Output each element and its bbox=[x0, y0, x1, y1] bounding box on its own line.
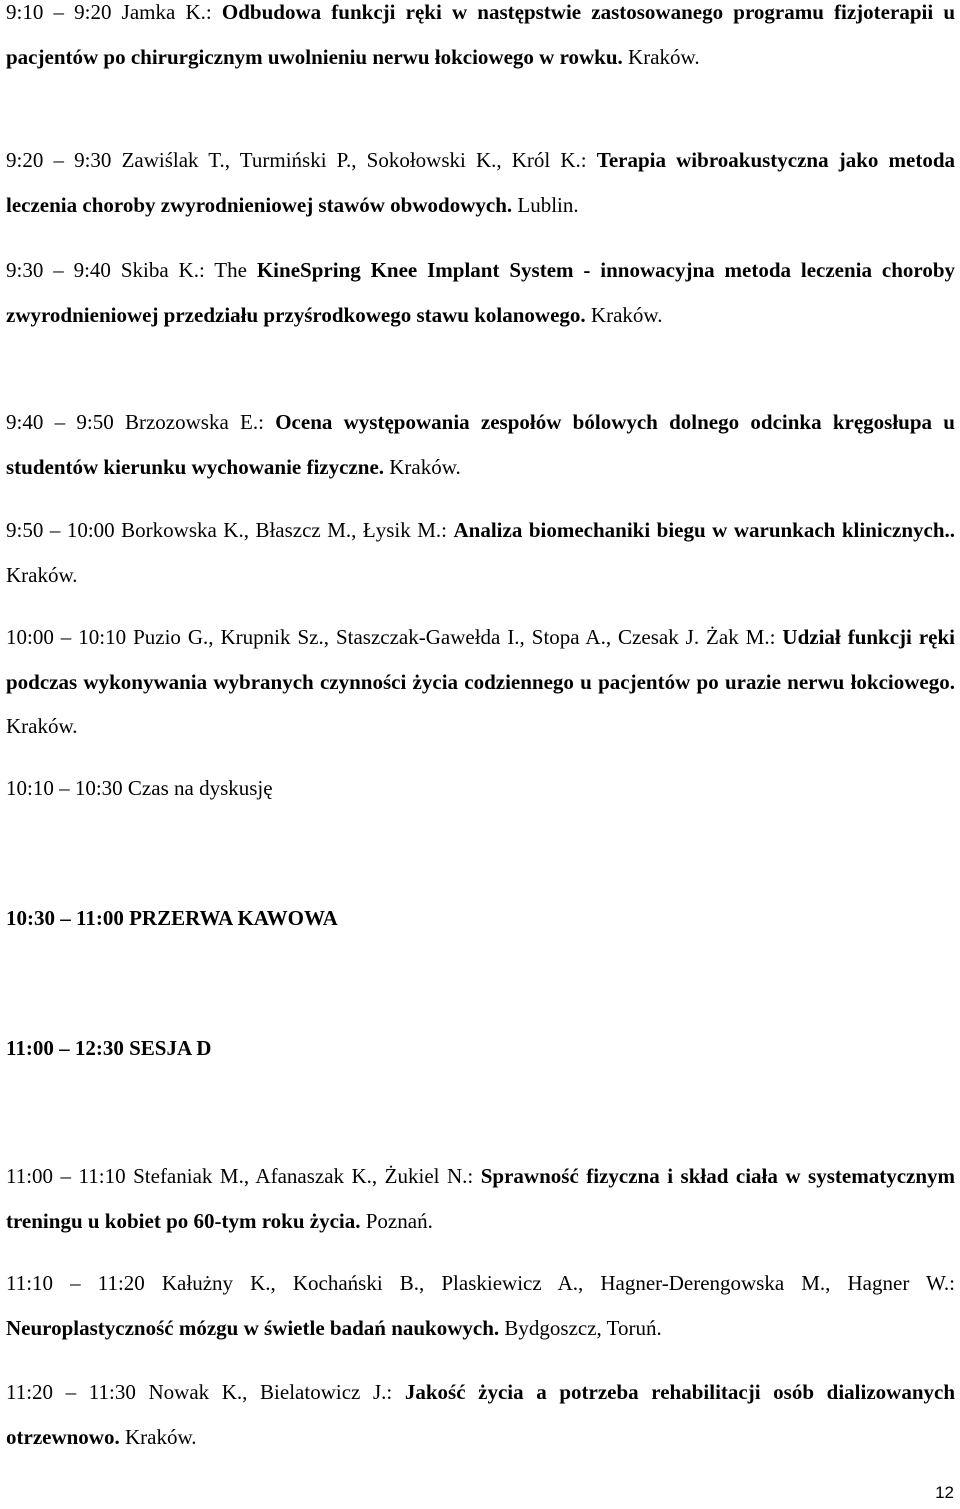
entry-time: 11:00 – 11:10 bbox=[6, 1164, 126, 1188]
entry-time: 9:30 – 9:40 bbox=[6, 258, 111, 282]
entry-title: Neuroplastyczność mózgu w świetle badań naukowych. bbox=[6, 1315, 500, 1340]
entry-city: Poznań. bbox=[365, 1208, 433, 1233]
entry-authors: Zawiślak T., Turmiński P., Sokołowski K., Król K.: bbox=[121, 148, 587, 172]
entry-authors: Borkowska K., Błaszcz M., Łysik M.: bbox=[121, 518, 447, 542]
entry-title: Sprawność fizyczna i skład ciała w systematycznym treningu u kobiet po 60-tym roku życia. bbox=[6, 1164, 956, 1233]
entry-authors: Kałużny K., Kochański B., Plaskiewicz A., Hagner-Derengowska M., Hagner W.: bbox=[161, 1271, 956, 1295]
program-entry bbox=[6, 1154, 955, 1243]
entry-title: KineSpring Knee Implant System - innowacyjna metoda leczenia choroby zwyrodnieniowej przedziału przyśrodkowego stawu kolanowego. bbox=[6, 258, 956, 327]
entry-authors: Puzio G., Krupnik Sz., Staszczak-Gawełda I., Stopa A., Czesak J. Żak M.: bbox=[133, 625, 776, 649]
entry-authors: Skiba K.: The bbox=[120, 258, 247, 282]
entry-authors: Nowak K., Bielatowicz J.: bbox=[148, 1380, 393, 1404]
program-entry bbox=[6, 766, 955, 811]
entry-authors: Czas na dyskusję bbox=[127, 776, 273, 800]
entry-city: Kraków. bbox=[628, 44, 700, 69]
entry-time: 10:00 – 10:10 bbox=[6, 625, 127, 649]
program-entry bbox=[6, 138, 955, 227]
entry-time: 9:10 – 9:20 bbox=[6, 0, 112, 24]
entry-title: Udział funkcji ręki podczas wykonywania wybranych czynności życia codziennego u pacjentów po urazie nerwu łokciowego. bbox=[6, 625, 956, 694]
entry-time: 9:50 – 10:00 bbox=[6, 518, 115, 542]
entry-city: Kraków. bbox=[6, 562, 78, 587]
program-entry bbox=[6, 615, 955, 749]
entry-authors: Jamka K.: bbox=[121, 0, 212, 24]
session-heading: 11:00 – 12:30 SESJA D bbox=[6, 1036, 212, 1060]
program-entry bbox=[6, 0, 955, 79]
entry-title: Odbudowa funkcji ręki w następstwie zastosowanego programu fizjoterapii u pacjentów po chirurgicznym uwolnieniu nerwu łokciowego w rowku. bbox=[6, 0, 956, 69]
entry-city: Bydgoszcz, Toruń. bbox=[504, 1315, 662, 1340]
entry-time: 11:10 – 11:20 bbox=[6, 1271, 145, 1295]
entry-city: Kraków. bbox=[124, 1424, 197, 1449]
entry-city: Kraków. bbox=[6, 714, 78, 738]
entry-time: 11:20 – 11:30 bbox=[6, 1380, 136, 1404]
entry-authors: Stefaniak M., Afanaszak K., Żukiel N.: bbox=[133, 1164, 474, 1188]
page-number: 12 bbox=[935, 1483, 954, 1502]
entry-city: Kraków. bbox=[590, 302, 663, 327]
program-entry bbox=[6, 1370, 955, 1459]
entry-title: Terapia wibroakustyczna jako metoda leczenia choroby zwyrodnieniowej stawów obwodowych. bbox=[6, 148, 956, 217]
program-entry bbox=[6, 508, 955, 597]
entry-time: 10:10 – 10:30 bbox=[6, 776, 123, 800]
break-heading: 10:30 – 11:00 PRZERWA KAWOWA bbox=[6, 906, 338, 930]
program-entry bbox=[6, 1261, 955, 1350]
program-entry bbox=[6, 248, 955, 337]
entry-city: Kraków. bbox=[389, 454, 461, 479]
program-entry bbox=[6, 400, 955, 489]
entry-time: 9:20 – 9:30 bbox=[6, 148, 112, 172]
entry-time: 9:40 – 9:50 bbox=[6, 410, 114, 434]
entry-title: Ocena występowania zespołów bólowych dolnego odcinka kręgosłupa u studentów kierunku wychowanie fizyczne. bbox=[6, 410, 955, 479]
entry-authors: Brzozowska E.: bbox=[124, 410, 264, 434]
entry-title: Jakość życia a potrzeba rehabilitacji osób dializowanych otrzewnowo. bbox=[6, 1380, 955, 1449]
entry-title: Analiza biomechaniki biegu w warunkach klinicznych.. bbox=[453, 518, 956, 542]
entry-city: Lublin. bbox=[517, 192, 579, 217]
